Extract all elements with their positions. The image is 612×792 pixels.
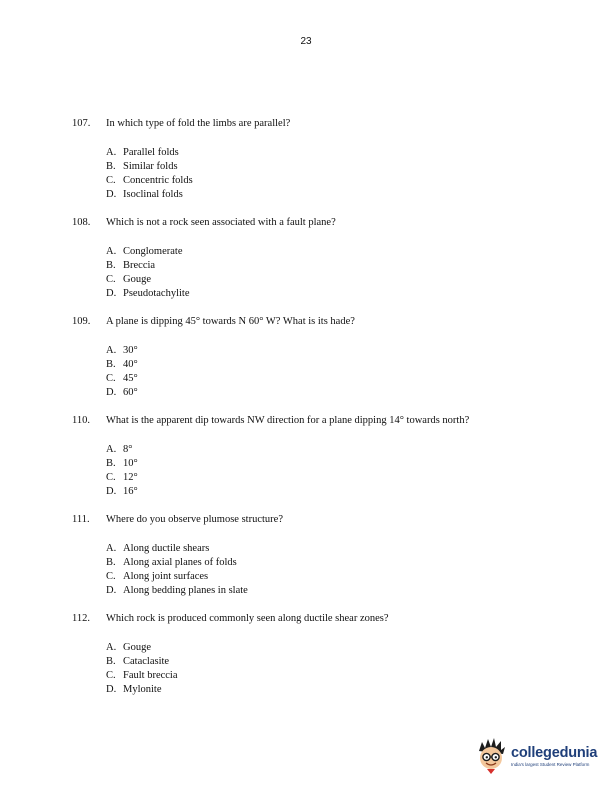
- question-text: Which is not a rock seen associated with a fault plane?: [106, 217, 336, 228]
- option-b: B. Similar folds: [106, 161, 178, 172]
- page-number: 23: [300, 36, 312, 47]
- question-number: 110.: [72, 415, 90, 426]
- question-number: 109.: [72, 316, 91, 327]
- option-c: C. Along joint surfaces: [106, 571, 209, 582]
- option-b: B. 10°: [106, 458, 138, 469]
- question-text: Where do you observe plumose structure?: [106, 514, 283, 525]
- question-111: [72, 513, 572, 598]
- option-c: C. Fault breccia: [106, 670, 178, 681]
- option-b: B. Along axial planes of folds: [106, 557, 237, 568]
- question-list: [72, 117, 572, 711]
- collegedunia-logo: [474, 735, 606, 777]
- options-list: [106, 542, 572, 598]
- options-list: [106, 245, 572, 301]
- question-number: 112.: [72, 613, 90, 624]
- option-a: A. 8°: [106, 444, 133, 455]
- question-107: [72, 117, 572, 202]
- mascot-icon: [474, 737, 508, 775]
- question-number: 107.: [72, 118, 91, 129]
- question-109: [72, 315, 572, 400]
- question-text: In which type of fold the limbs are parallel?: [106, 118, 291, 129]
- option-d: D. Pseudotachylite: [106, 288, 190, 299]
- option-c: C. 12°: [106, 472, 138, 483]
- question-text: Which rock is produced commonly seen along ductile shear zones?: [106, 613, 389, 624]
- option-a: A. Conglomerate: [106, 246, 183, 257]
- question-number: 111.: [72, 514, 90, 525]
- question-text: A plane is dipping 45° towards N 60° W? What is its hade?: [106, 316, 355, 327]
- option-b: B. Cataclasite: [106, 656, 170, 667]
- option-c: C. Gouge: [106, 274, 151, 285]
- option-d: D. 16°: [106, 486, 138, 497]
- option-a: A. 30°: [106, 345, 138, 356]
- question-number: 108.: [72, 217, 91, 228]
- question-text: What is the apparent dip towards NW direction for a plane dipping 14° towards north?: [106, 415, 470, 426]
- option-d: D. 60°: [106, 387, 138, 398]
- options-list: [106, 146, 572, 202]
- option-d: D. Isoclinal folds: [106, 189, 183, 200]
- question-108: [72, 216, 572, 301]
- option-d: D. Mylonite: [106, 684, 162, 695]
- brand-name: collegedunia: [511, 745, 598, 761]
- option-a: A. Parallel folds: [106, 147, 179, 158]
- option-b: B. 40°: [106, 359, 138, 370]
- option-c: C. 45°: [106, 373, 138, 384]
- option-c: C. Concentric folds: [106, 175, 193, 186]
- option-a: A. Gouge: [106, 642, 151, 653]
- options-list: [106, 641, 572, 697]
- question-110: [72, 414, 572, 499]
- option-d: D. Along bedding planes in slate: [106, 585, 248, 596]
- option-a: A. Along ductile shears: [106, 543, 210, 554]
- option-b: B. Breccia: [106, 260, 156, 271]
- brand-tagline: India's largest Student Review Platform: [511, 762, 590, 767]
- options-list: [106, 443, 572, 499]
- question-112: [72, 612, 572, 697]
- options-list: [106, 344, 572, 400]
